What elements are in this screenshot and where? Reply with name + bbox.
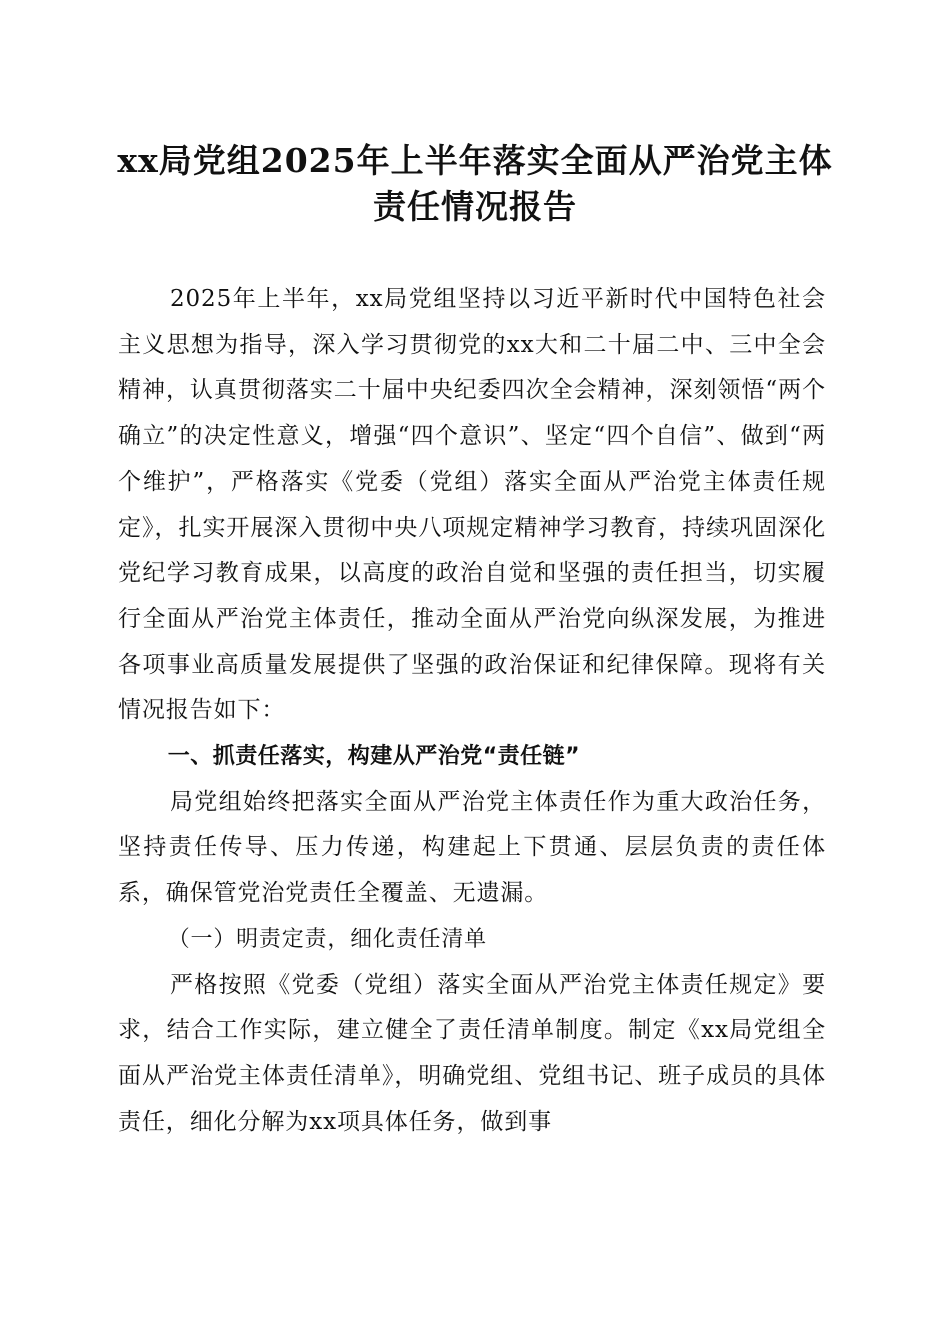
section-heading-1: 一、抓责任落实，构建从严治党“责任链” xyxy=(167,744,581,770)
document-title: xx局党组2025年上半年落实全面从严治党主体责任情况报告 xyxy=(117,141,833,226)
intro-paragraph: 2025年上半年，xx局党组坚持以习近平新时代中国特色社会主义思想为指导，深入学习贯彻党的xx大和二十届二中、三中全会精神，认真贯彻落实二十届中央纪委四次全会精神，深刻领悟“两个确立”的决定性意义，增强“四个意识”、坚定“四个自信”、做到“两个维护”，严格落实《党委（党组）落实全面从严治党主体责任规定》，扎实开展深入贯彻中央八项规定精神学习教育，持续巩固深化党纪学习教育成果，以高度的政治自觉和坚强的责任担当，切实履行全面从严治党主体责任，推动全面从严治党向纵深发展，为推进各项事业高质量发展提供了坚强的政治保证和纪律保障。现将有关情况报告如下： xyxy=(118,286,826,724)
section-paragraph-1: 局党组始终把落实全面从严治党主体责任作为重大政治任务，坚持责任传导、压力传递，构建起上下贯通、层层负责的责任体系，确保管党治党责任全覆盖、无遗漏。 xyxy=(118,788,826,907)
document-body xyxy=(118,277,826,1145)
subsection-heading-1: （一）明责定责，细化责任清单 xyxy=(167,926,487,952)
subsection-paragraph-1: 严格按照《党委（党组）落实全面从严治党主体责任规定》要求，结合工作实际，建立健全了责任清单制度。制定《xx局党组全面从严治党主体责任清单》，明确党组、党组书记、班子成员的具体责任，细化分解为xx项具体任务，做到事 xyxy=(118,971,826,1135)
